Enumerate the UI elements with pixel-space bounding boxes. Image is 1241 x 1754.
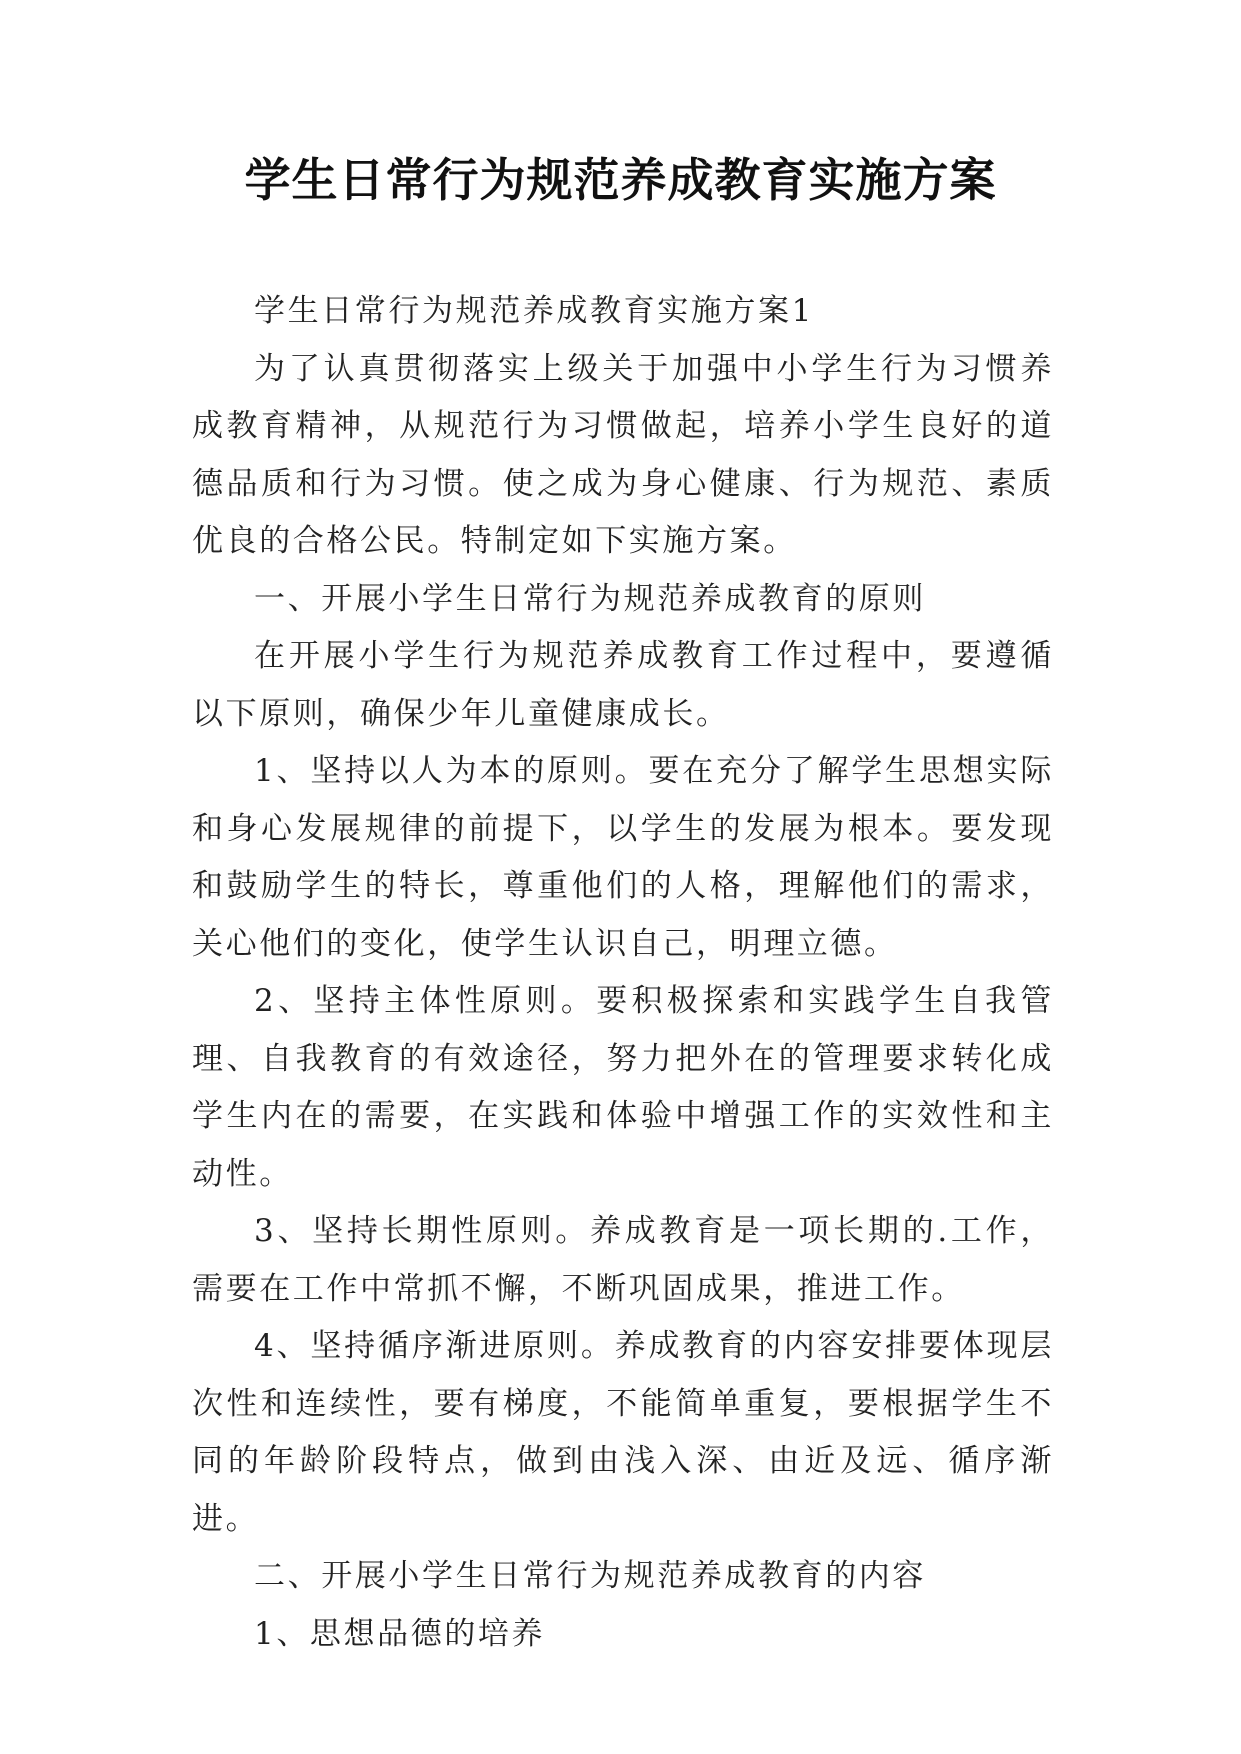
section-heading-content: 二、开展小学生日常行为规范养成教育的内容: [254, 1558, 926, 1594]
section-heading-principles: 一、开展小学生日常行为规范养成教育的原则: [254, 580, 926, 617]
paragraph-principle-4: 4、坚持循序渐进原则。养成教育的内容安排要体现层次性和连续性，要有梯度，不能简单重复，要根据学生不同的年龄阶段特点，做到由浅入深、由近及远、循序渐进。: [192, 1328, 1054, 1537]
paragraph-principles-intro: 在开展小学生行为规范养成教育工作过程中，要遵循以下原则，确保少年儿童健康成长。: [192, 638, 1054, 732]
paragraph-principle-1: 1、坚持以人为本的原则。要在充分了解学生思想实际和身心发展规律的前提下，以学生的发展为根本。要发现和鼓励学生的特长，尊重他们的人格，理解他们的需求，关心他们的变化，使学生认识自己，明理立德。: [192, 753, 1054, 962]
paragraph-principle-3: 3、坚持长期性原则。养成教育是一项长期的.工作，需要在工作中常抓不懈，不断巩固成果，推进工作。: [192, 1213, 1054, 1307]
document-title: 学生日常行为规范养成教育实施方案: [244, 153, 997, 207]
paragraph-subtitle: 学生日常行为规范养成教育实施方案1: [254, 293, 814, 329]
paragraph-principle-2: 2、坚持主体性原则。要积极探索和实践学生自我管理、自我教育的有效途径，努力把外在的管理要求转化成学生内在的需要，在实践和体验中增强工作的实效性和主动性。: [192, 983, 1054, 1192]
paragraph-content-1: 1、思想品德的培养: [254, 1615, 546, 1652]
paragraph-intro: 为了认真贯彻落实上级关于加强中小学生行为习惯养成教育精神，从规范行为习惯做起，培养小学生良好的道德品质和行为习惯。使之成为身心健康、行为规范、素质优良的合格公民。特制定如下实施方案。: [192, 350, 1054, 559]
document-body: [192, 283, 1054, 1663]
